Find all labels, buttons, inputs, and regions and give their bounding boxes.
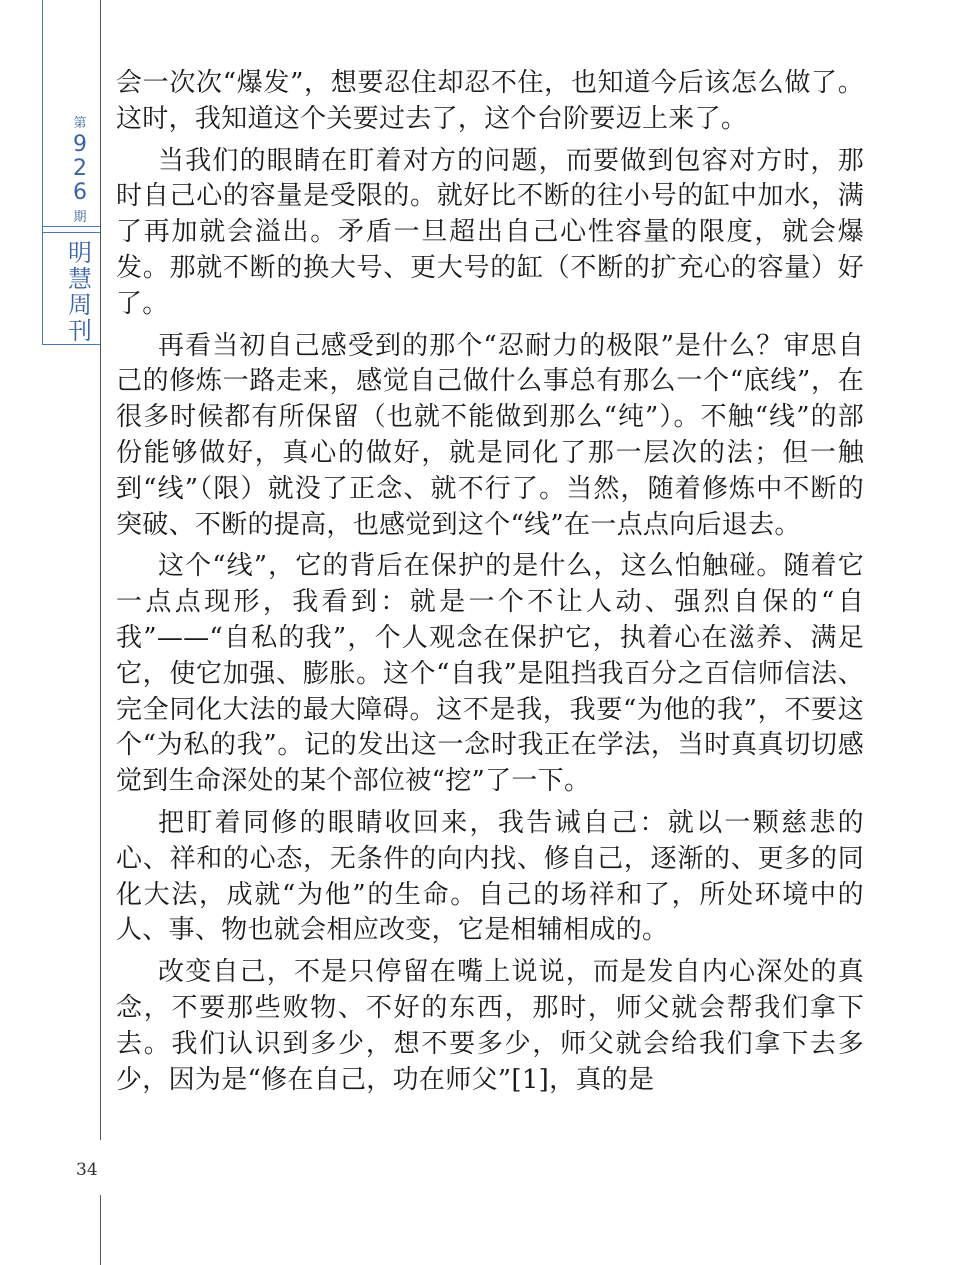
paragraph: 会一次次“爆发”，想要忍住却忍不住，也知道今后该怎么做了。这时，我知道这个关要过去了，这个台阶要迈上来了。: [116, 68, 864, 134]
paragraph: 当我们的眼睛在盯着对方的问题，而要做到包容对方时，那时自己心的容量是受限的。就好比不断的往小号的缸中加水，满了再加就会溢出。矛盾一旦超出自己心性容量的限度，就会爆发。那就不断的换大号、更大号的缸（不断的扩充心的容量）好了。: [116, 145, 864, 319]
margin-rule-bottom: [100, 1195, 101, 1265]
page-number: 34: [76, 1160, 98, 1180]
issue-digit-2: 2: [73, 156, 87, 181]
magazine-title: [60, 240, 100, 344]
tab-divider: [42, 226, 100, 227]
issue-suffix: 期: [73, 210, 87, 225]
margin-rule-top: [100, 0, 101, 1140]
paragraph: 改变自己，不是只停留在嘴上说说，而是发自内心深处的真念，不要那些败物、不好的东西，那时，师父就会帮我们拿下去。我们认识到多少，想不要多少，师父就会给我们拿下去多少，因为是“修在自己，功在师父”[1]，真的是: [116, 957, 864, 1095]
tab-divider-thin: [42, 232, 100, 233]
magazine-char: 慧: [68, 265, 92, 293]
paragraph: 这个“线”，它的背后在保护的是什么，这么怕触碰。随着它一点点现形，我看到：就是一个不让人动、强烈自保的“自我”——“自私的我”，个人观念在保护它，执着心在滋养、满足它，使它加强、膨胀。这个“自我”是阻挡我百分之百信师信法、完全同化大法的最大障碍。这不是我，我要“为他的我”，不要这个“为私的我”。记的发出这一念时我正在学法，当时真真切切感觉到生命深处的某个部位被“挖”了一下。: [116, 551, 864, 797]
issue-digit-3: 6: [73, 180, 87, 205]
magazine-char: 周: [68, 291, 92, 319]
magazine-char: 刊: [68, 317, 92, 345]
issue-digit-1: 9: [73, 132, 87, 157]
article-body: [116, 66, 864, 1098]
paragraph: 把盯着同修的眼睛收回来，我告诫自己：就以一颗慈悲的心、祥和的心态，无条件的向内找、修自己，逐渐的、更多的同化大法，成就“为他”的生命。自己的场祥和了，所处环境中的人、事、物也就会相应改变，它是相辅相成的。: [116, 807, 864, 946]
issue-prefix: 第: [73, 116, 87, 131]
magazine-char: 明: [68, 239, 92, 267]
paragraph: 再看当初自己感受到的那个“忍耐力的极限”是什么？审思自己的修炼一路走来，感觉自己做什么事总有那么一个“底线”，在很多时候都有所保留（也就不能做到那么“纯”）。不触“线”的部份能够做好，真心的做好，就是同化了那一层次的法；但一触到“线”（限）就没了正念、就不行了。当然，随着修炼中不断的突破、不断的提高，也感觉到这个“线”在一点点向后退去。: [116, 330, 864, 540]
